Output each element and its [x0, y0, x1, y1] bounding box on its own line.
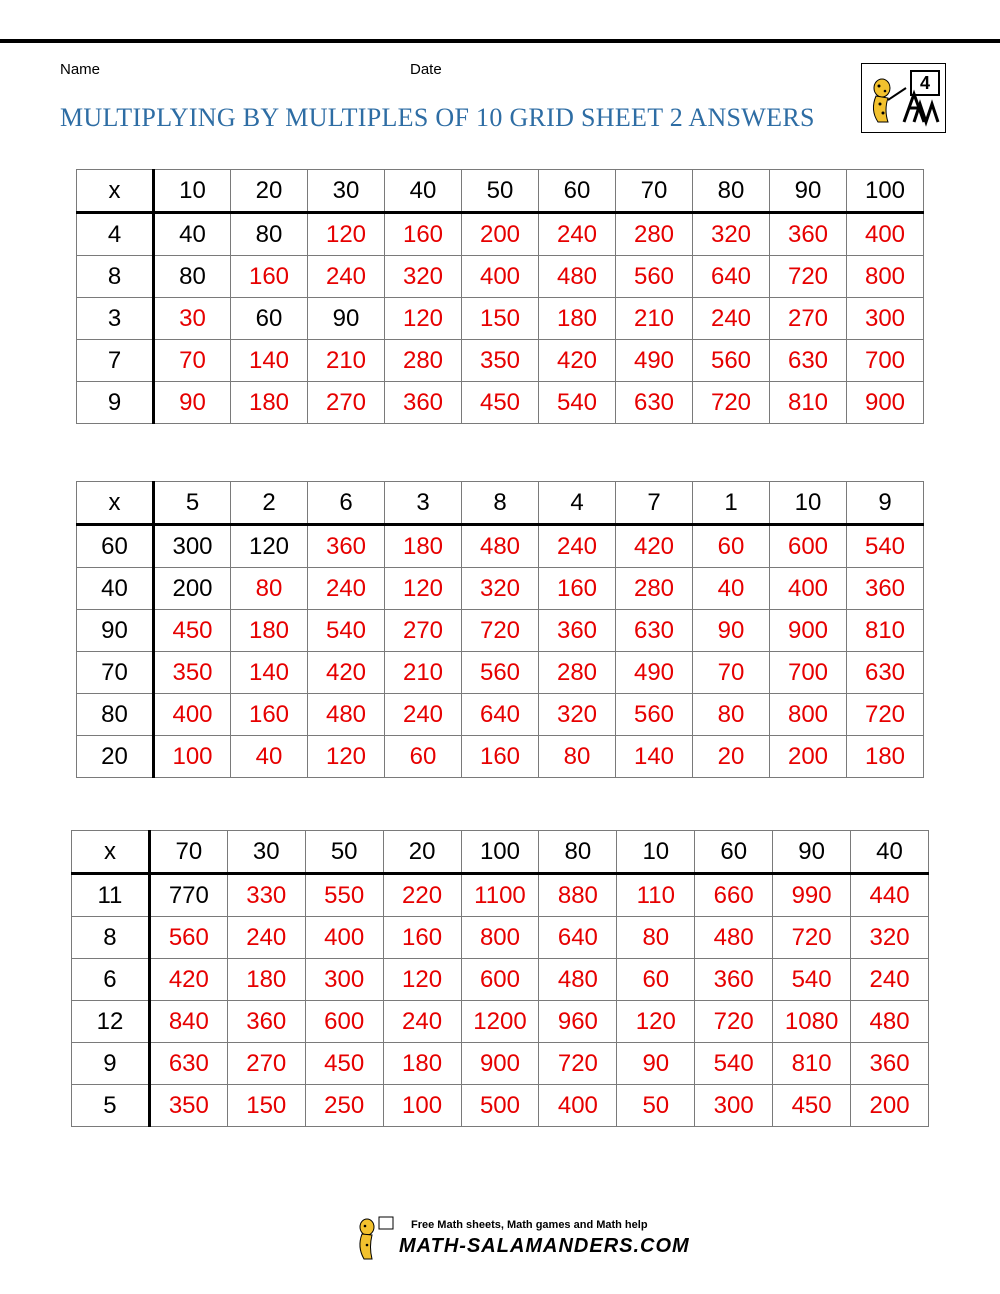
answer-cell: 420 — [539, 340, 616, 382]
column-header: 60 — [695, 831, 773, 874]
answer-cell: 120 — [308, 213, 385, 256]
row-header: 11 — [72, 874, 150, 917]
answer-cell: 360 — [695, 959, 773, 1001]
column-header: 30 — [227, 831, 305, 874]
row-header: 3 — [77, 298, 154, 340]
answer-cell: 120 — [308, 736, 385, 778]
answer-cell: 40 — [693, 568, 770, 610]
salamander-logo — [861, 63, 946, 133]
table-row — [72, 1085, 929, 1127]
answer-cell: 630 — [770, 340, 847, 382]
answer-cell: 80 — [693, 694, 770, 736]
answer-cell: 1200 — [461, 1001, 539, 1043]
answer-cell: 450 — [773, 1085, 851, 1127]
answer-cell: 1100 — [461, 874, 539, 917]
answer-cell: 720 — [695, 1001, 773, 1043]
answer-cell: 240 — [385, 694, 462, 736]
answer-cell: 240 — [539, 213, 616, 256]
grid-header-row — [77, 170, 924, 213]
table-row — [77, 298, 924, 340]
answer-cell: 280 — [385, 340, 462, 382]
answer-cell: 90 — [617, 1043, 695, 1085]
column-header: 10 — [617, 831, 695, 874]
column-header: 20 — [383, 831, 461, 874]
answer-cell: 540 — [308, 610, 385, 652]
column-header: 50 — [305, 831, 383, 874]
answer-cell: 360 — [851, 1043, 929, 1085]
table-row — [77, 525, 924, 568]
answer-cell: 600 — [305, 1001, 383, 1043]
table-row — [72, 917, 929, 959]
answer-cell: 120 — [383, 959, 461, 1001]
answer-cell: 490 — [616, 340, 693, 382]
answer-cell: 160 — [231, 694, 308, 736]
given-cell: 200 — [154, 568, 231, 610]
answer-cell: 350 — [149, 1085, 227, 1127]
table-row — [77, 736, 924, 778]
answer-cell: 330 — [227, 874, 305, 917]
answer-cell: 280 — [539, 652, 616, 694]
column-header: 70 — [149, 831, 227, 874]
answer-cell: 700 — [847, 340, 924, 382]
column-header: 50 — [462, 170, 539, 213]
answer-cell: 110 — [617, 874, 695, 917]
multiplication-grid-2 — [76, 481, 924, 778]
answer-cell: 360 — [847, 568, 924, 610]
row-header: 40 — [77, 568, 154, 610]
answer-cell: 320 — [385, 256, 462, 298]
answer-cell: 40 — [231, 736, 308, 778]
column-header: 90 — [773, 831, 851, 874]
answer-cell: 400 — [154, 694, 231, 736]
footer-salamander-icon — [355, 1215, 395, 1263]
answer-cell: 90 — [154, 382, 231, 424]
row-header: 8 — [77, 256, 154, 298]
multiplication-grid-3 — [71, 830, 929, 1127]
row-header: 8 — [72, 917, 150, 959]
answer-cell: 400 — [847, 213, 924, 256]
answer-cell: 180 — [231, 382, 308, 424]
answer-cell: 240 — [383, 1001, 461, 1043]
grade-badge: 4 — [910, 70, 940, 96]
answer-cell: 320 — [693, 213, 770, 256]
answer-cell: 360 — [385, 382, 462, 424]
answer-cell: 210 — [385, 652, 462, 694]
answer-cell: 490 — [616, 652, 693, 694]
answer-cell: 900 — [770, 610, 847, 652]
answer-cell: 810 — [770, 382, 847, 424]
answer-cell: 100 — [383, 1085, 461, 1127]
footer-site-name: MATH-SALAMANDERS.COM — [399, 1235, 690, 1257]
answer-cell: 180 — [383, 1043, 461, 1085]
answer-cell: 840 — [149, 1001, 227, 1043]
answer-cell: 640 — [539, 917, 617, 959]
column-header: 10 — [770, 482, 847, 525]
answer-cell: 480 — [539, 256, 616, 298]
column-header: 4 — [539, 482, 616, 525]
row-header: 9 — [72, 1043, 150, 1085]
answer-cell: 270 — [770, 298, 847, 340]
answer-cell: 480 — [462, 525, 539, 568]
column-header: 1 — [693, 482, 770, 525]
row-header: 12 — [72, 1001, 150, 1043]
answer-cell: 140 — [231, 340, 308, 382]
answer-cell: 420 — [308, 652, 385, 694]
answer-cell: 700 — [770, 652, 847, 694]
answer-cell: 280 — [616, 213, 693, 256]
answer-cell: 100 — [154, 736, 231, 778]
answer-cell: 140 — [616, 736, 693, 778]
answer-cell: 810 — [847, 610, 924, 652]
answer-cell: 210 — [616, 298, 693, 340]
row-header: 60 — [77, 525, 154, 568]
row-header: 90 — [77, 610, 154, 652]
answer-cell: 180 — [385, 525, 462, 568]
answer-cell: 240 — [227, 917, 305, 959]
answer-cell: 720 — [539, 1043, 617, 1085]
given-cell: 40 — [154, 213, 231, 256]
answer-cell: 180 — [227, 959, 305, 1001]
answer-cell: 720 — [847, 694, 924, 736]
column-header: 80 — [693, 170, 770, 213]
answer-cell: 180 — [539, 298, 616, 340]
column-header: 70 — [616, 170, 693, 213]
answer-cell: 300 — [305, 959, 383, 1001]
grid-corner-cell: x — [77, 170, 154, 213]
answer-cell: 80 — [617, 917, 695, 959]
column-header: 40 — [385, 170, 462, 213]
given-cell: 300 — [154, 525, 231, 568]
answer-cell: 480 — [308, 694, 385, 736]
answer-cell: 800 — [847, 256, 924, 298]
table-row — [77, 568, 924, 610]
answer-cell: 270 — [227, 1043, 305, 1085]
column-header: 5 — [154, 482, 231, 525]
answer-cell: 160 — [539, 568, 616, 610]
answer-cell: 220 — [383, 874, 461, 917]
answer-cell: 300 — [847, 298, 924, 340]
answer-cell: 660 — [695, 874, 773, 917]
answer-cell: 210 — [308, 340, 385, 382]
answer-cell: 800 — [461, 917, 539, 959]
answer-cell: 320 — [539, 694, 616, 736]
answer-cell: 630 — [149, 1043, 227, 1085]
table-row — [77, 382, 924, 424]
answer-cell: 640 — [462, 694, 539, 736]
answer-cell: 360 — [308, 525, 385, 568]
answer-cell: 180 — [231, 610, 308, 652]
answer-cell: 720 — [770, 256, 847, 298]
answer-cell: 400 — [770, 568, 847, 610]
answer-cell: 360 — [539, 610, 616, 652]
grid-corner-cell: x — [72, 831, 150, 874]
table-row — [72, 1001, 929, 1043]
given-cell: 770 — [149, 874, 227, 917]
answer-cell: 360 — [227, 1001, 305, 1043]
column-header: 100 — [847, 170, 924, 213]
answer-cell: 720 — [693, 382, 770, 424]
column-header: 30 — [308, 170, 385, 213]
date-label: Date — [410, 61, 442, 78]
answer-cell: 160 — [383, 917, 461, 959]
row-header: 70 — [77, 652, 154, 694]
answer-cell: 200 — [462, 213, 539, 256]
answer-cell: 140 — [231, 652, 308, 694]
row-header: 5 — [72, 1085, 150, 1127]
answer-cell: 350 — [154, 652, 231, 694]
answer-cell: 30 — [154, 298, 231, 340]
answer-cell: 440 — [851, 874, 929, 917]
column-header: 10 — [154, 170, 231, 213]
answer-cell: 160 — [231, 256, 308, 298]
footer-tagline: Free Math sheets, Math games and Math help — [411, 1219, 648, 1231]
answer-cell: 960 — [539, 1001, 617, 1043]
column-header: 6 — [308, 482, 385, 525]
answer-cell: 450 — [305, 1043, 383, 1085]
column-header: 9 — [847, 482, 924, 525]
answer-cell: 90 — [693, 610, 770, 652]
table-row — [77, 213, 924, 256]
row-header: 20 — [77, 736, 154, 778]
answer-cell: 480 — [695, 917, 773, 959]
given-cell: 90 — [308, 298, 385, 340]
answer-cell: 810 — [773, 1043, 851, 1085]
answer-cell: 540 — [695, 1043, 773, 1085]
answer-cell: 180 — [847, 736, 924, 778]
answer-cell: 480 — [539, 959, 617, 1001]
grid-header-row — [77, 482, 924, 525]
table-row — [72, 1043, 929, 1085]
answer-cell: 800 — [770, 694, 847, 736]
answer-cell: 280 — [616, 568, 693, 610]
answer-cell: 300 — [695, 1085, 773, 1127]
answer-cell: 60 — [617, 959, 695, 1001]
answer-cell: 1080 — [773, 1001, 851, 1043]
answer-cell: 20 — [693, 736, 770, 778]
column-header: 90 — [770, 170, 847, 213]
answer-cell: 420 — [616, 525, 693, 568]
answer-cell: 990 — [773, 874, 851, 917]
given-cell: 60 — [231, 298, 308, 340]
answer-cell: 270 — [308, 382, 385, 424]
row-header: 7 — [77, 340, 154, 382]
row-header: 4 — [77, 213, 154, 256]
answer-cell: 630 — [616, 382, 693, 424]
column-header: 7 — [616, 482, 693, 525]
column-header: 40 — [851, 831, 929, 874]
answer-cell: 320 — [851, 917, 929, 959]
answer-cell: 70 — [693, 652, 770, 694]
answer-cell: 150 — [462, 298, 539, 340]
page-title: MULTIPLYING BY MULTIPLES OF 10 GRID SHEET 2 ANSWERS — [60, 103, 815, 132]
answer-cell: 320 — [462, 568, 539, 610]
column-header: 2 — [231, 482, 308, 525]
answer-cell: 80 — [539, 736, 616, 778]
row-header: 6 — [72, 959, 150, 1001]
footer-logo — [355, 1215, 690, 1263]
answer-cell: 400 — [539, 1085, 617, 1127]
given-cell: 80 — [154, 256, 231, 298]
answer-cell: 150 — [227, 1085, 305, 1127]
given-cell: 120 — [231, 525, 308, 568]
answer-cell: 200 — [851, 1085, 929, 1127]
answer-cell: 450 — [462, 382, 539, 424]
answer-cell: 240 — [308, 568, 385, 610]
answer-cell: 80 — [231, 568, 308, 610]
answer-cell: 400 — [462, 256, 539, 298]
answer-cell: 200 — [770, 736, 847, 778]
answer-cell: 120 — [617, 1001, 695, 1043]
row-header: 9 — [77, 382, 154, 424]
table-row — [77, 340, 924, 382]
table-row — [77, 694, 924, 736]
answer-cell: 600 — [461, 959, 539, 1001]
column-header: 100 — [461, 831, 539, 874]
answer-cell: 160 — [462, 736, 539, 778]
answer-cell: 540 — [847, 525, 924, 568]
answer-cell: 60 — [385, 736, 462, 778]
answer-cell: 720 — [773, 917, 851, 959]
answer-cell: 540 — [539, 382, 616, 424]
answer-cell: 240 — [539, 525, 616, 568]
answer-cell: 900 — [847, 382, 924, 424]
answer-cell: 540 — [773, 959, 851, 1001]
table-row — [77, 610, 924, 652]
answer-cell: 550 — [305, 874, 383, 917]
answer-cell: 60 — [693, 525, 770, 568]
answer-cell: 240 — [308, 256, 385, 298]
answer-cell: 560 — [693, 340, 770, 382]
answer-cell: 450 — [154, 610, 231, 652]
answer-cell: 560 — [149, 917, 227, 959]
column-header: 8 — [462, 482, 539, 525]
column-header: 80 — [539, 831, 617, 874]
answer-cell: 480 — [851, 1001, 929, 1043]
answer-cell: 560 — [616, 256, 693, 298]
answer-cell: 250 — [305, 1085, 383, 1127]
column-header: 3 — [385, 482, 462, 525]
column-header: 20 — [231, 170, 308, 213]
answer-cell: 420 — [149, 959, 227, 1001]
row-header: 80 — [77, 694, 154, 736]
answer-cell: 720 — [462, 610, 539, 652]
given-cell: 80 — [231, 213, 308, 256]
table-row — [72, 959, 929, 1001]
answer-cell: 50 — [617, 1085, 695, 1127]
answer-cell: 640 — [693, 256, 770, 298]
table-row — [72, 874, 929, 917]
answer-cell: 880 — [539, 874, 617, 917]
answer-cell: 560 — [462, 652, 539, 694]
answer-cell: 900 — [461, 1043, 539, 1085]
top-rule — [0, 39, 1000, 43]
grid-header-row — [72, 831, 929, 874]
answer-cell: 160 — [385, 213, 462, 256]
answer-cell: 630 — [616, 610, 693, 652]
answer-cell: 400 — [305, 917, 383, 959]
answer-cell: 70 — [154, 340, 231, 382]
table-row — [77, 652, 924, 694]
multiplication-grid-1 — [76, 169, 924, 424]
answer-cell: 360 — [770, 213, 847, 256]
answer-cell: 240 — [693, 298, 770, 340]
answer-cell: 120 — [385, 298, 462, 340]
answer-cell: 350 — [462, 340, 539, 382]
answer-cell: 120 — [385, 568, 462, 610]
grid-corner-cell: x — [77, 482, 154, 525]
answer-cell: 270 — [385, 610, 462, 652]
answer-cell: 500 — [461, 1085, 539, 1127]
answer-cell: 240 — [851, 959, 929, 1001]
column-header: 60 — [539, 170, 616, 213]
name-label: Name — [60, 61, 101, 78]
answer-cell: 600 — [770, 525, 847, 568]
answer-cell: 560 — [616, 694, 693, 736]
answer-cell: 630 — [847, 652, 924, 694]
table-row — [77, 256, 924, 298]
